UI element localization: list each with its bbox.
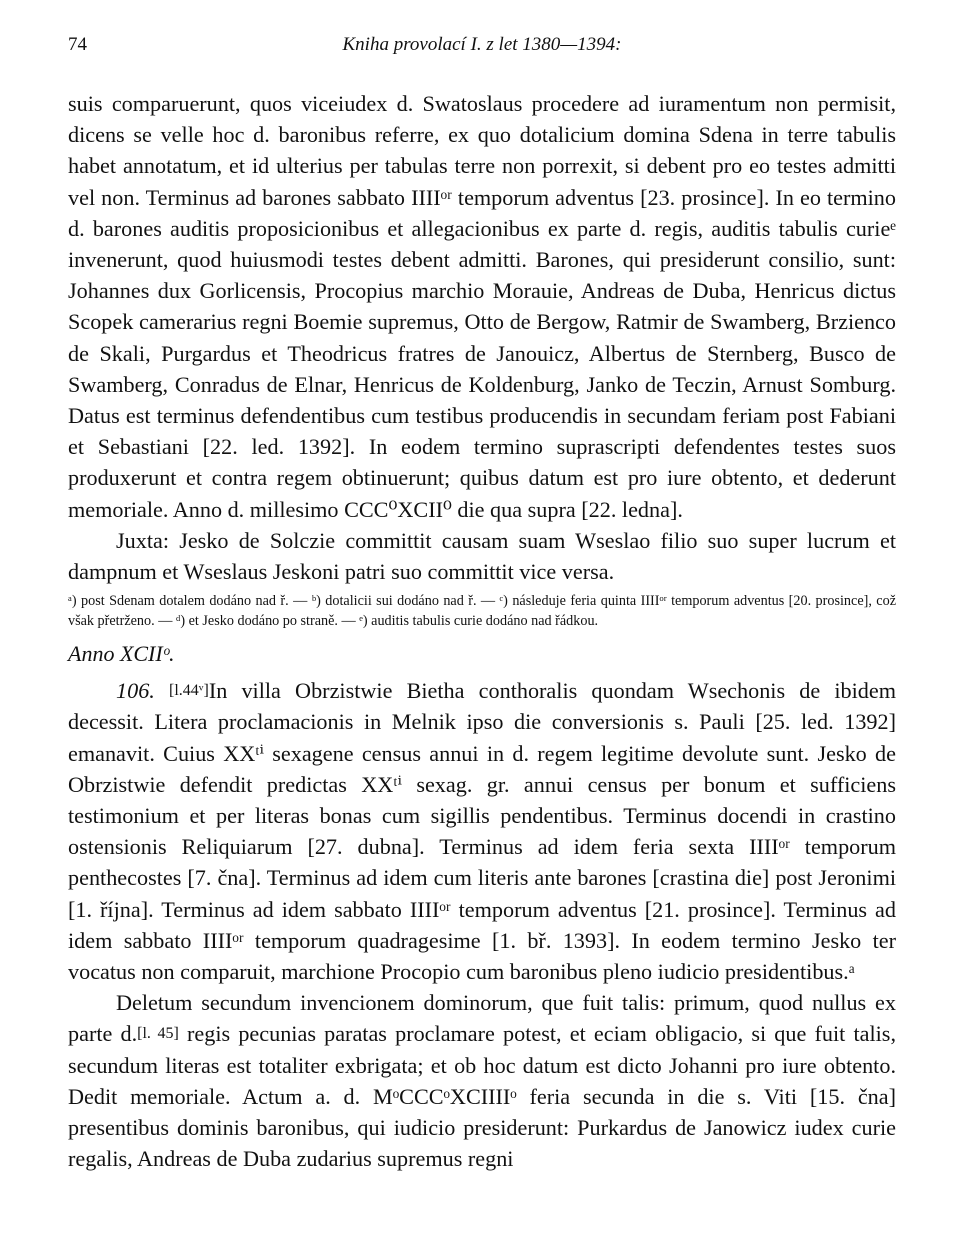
entry-number: 106.: [116, 678, 155, 704]
running-title: Kniha provolací I. z let 1380—1394:: [342, 34, 622, 55]
document-page: [68, 34, 896, 1175]
entry-text-2b: regis pecunias paratas proclamare potest, et eciam obligacio, si que fuit talis, secundum literas est totaliter exbrigata; et ob hoc datum est dicto Johanni pro iure obtento. Dedit memoriale. Actum a. d. MᵒCCCᵒXCIIIIᵒ feria secunda in die s. Viti [15. čna] presentibus dominis baronibus, qui iudicio presiderunt: Purkardus de Janowicz iudex curie regalis, Andreas de Duba zudarius supremus regni: [68, 1021, 896, 1172]
folio-mark-2: [l. 45]: [137, 1025, 179, 1043]
paragraph-continuation: suis comparuerunt, quos viceiudex d. Swatoslaus procedere ad iuramentum non permisit, dicens se velle hoc d. baronibus referre, ex quo dotalicium domina Sdena in terre tabulis habet annotatum, et id ulterius per tabulas terre non porrexit, si debent pro eo testes admitti vel non. Terminus ad barones sabbato IIIIᵒʳ temporum adventus [23. prosince]. In eo termino d. barones auditis proposicionibus et allegacionibus ex parte d. regis, auditis tabulis curieᵉ invenerunt, quod huiusmodi testes debent admitti. Barones, qui presiderunt consilio, sunt: Johannes dux Gorlicensis, Procopius marchio Morauie, Andreas de Duba, Henricus dictus Scopek camerarius regni Boemie supremus, Otto de Bergow, Ratmir de Swamberg, Brzienco de Skali, Purgardus et Theodricus fratres de Janouicz, Albertus de Sternberg, Busco de Swamberg, Conradus de Elnar, Henricus de Koldenburg, Janko de Teczin, Arnust Somburg. Datus est terminus defendentibus cum testibus producendis in secundam feriam post Fabiani et Sebastiani [22. led. 1392]. In eodem termino suprascripti defendentes testes suos produxerunt et contra regem obtinuerunt; quibus datum est pro iure obtento, et dederunt memoriale. Anno d. millesimo CCC⁰XCII⁰ die qua supra [22. ledna].: [68, 91, 896, 522]
entry-paragraph-1: [68, 675, 896, 987]
folio-mark: [l.44ᵛ]: [169, 682, 209, 700]
page-header: [68, 34, 896, 64]
entry-text-2a: Deletum secundum invencionem dominorum, que fuit talis: primum, quod nullus ex parte d.: [68, 990, 896, 1047]
main-text: [68, 88, 896, 587]
footnotes: [68, 591, 896, 631]
entry-106: [68, 675, 896, 1174]
paragraph-juxta: Juxta: Jesko de Solczie committit causam suam Wseslao filio suo super lucrum et dampnum et Wseslaus Jeskoni patri suo committit vice versa.: [68, 527, 896, 585]
page-number: 74: [68, 34, 87, 55]
section-heading: Anno XCIIᵒ.: [68, 641, 175, 667]
footnote-text: ᵃ) post Sdenam dotalem dodáno nad ř. — ᵇ) dotalicii sui dodáno nad ř. — ᶜ) následuje feria quinta IIIIᵒʳ temporum adventus [20. prosince], což však přetrženo. — ᵈ) et Jesko dodáno po straně. — ᵉ) auditis tabulis curie dodáno nad řádkou.: [68, 593, 896, 630]
entry-paragraph-2: [68, 987, 896, 1174]
entry-text: In villa Obrzistwie Bietha conthoralis quondam Wsechonis de ibidem decessit. Litera proclamacionis in Melnik ipso die conversionis s. Pauli [25. led. 1392] emanavit. Cuius XXᵗⁱ sexagene census annui in d. regem legitime devolute sunt. Jesko de Obrzistwie defendit predictas XXᵗⁱ sexag. gr. annui census per bonum et sufficiens testimonium et per literas bonas cum sigillis pendentibus. Terminus docendi in crastino ostensionis Reliquiarum [27. dubna]. Terminus ad idem feria sexta IIIIᵒʳ temporum penthecostes [7. čna]. Terminus ad idem cum literis ante barones [crastina die] post Jeronimi [1. října]. Terminus ad idem sabbato IIIIᵒʳ temporum adventus [21. prosince]. Terminus ad idem sabbato IIIIᵒʳ temporum quadragesime [1. bř. 1393]. In eodem termino Jesko ter vocatus non comparuit, marchione Procopio cum baronibus pleno iudicio presidentibus.ᵃ: [68, 678, 896, 985]
